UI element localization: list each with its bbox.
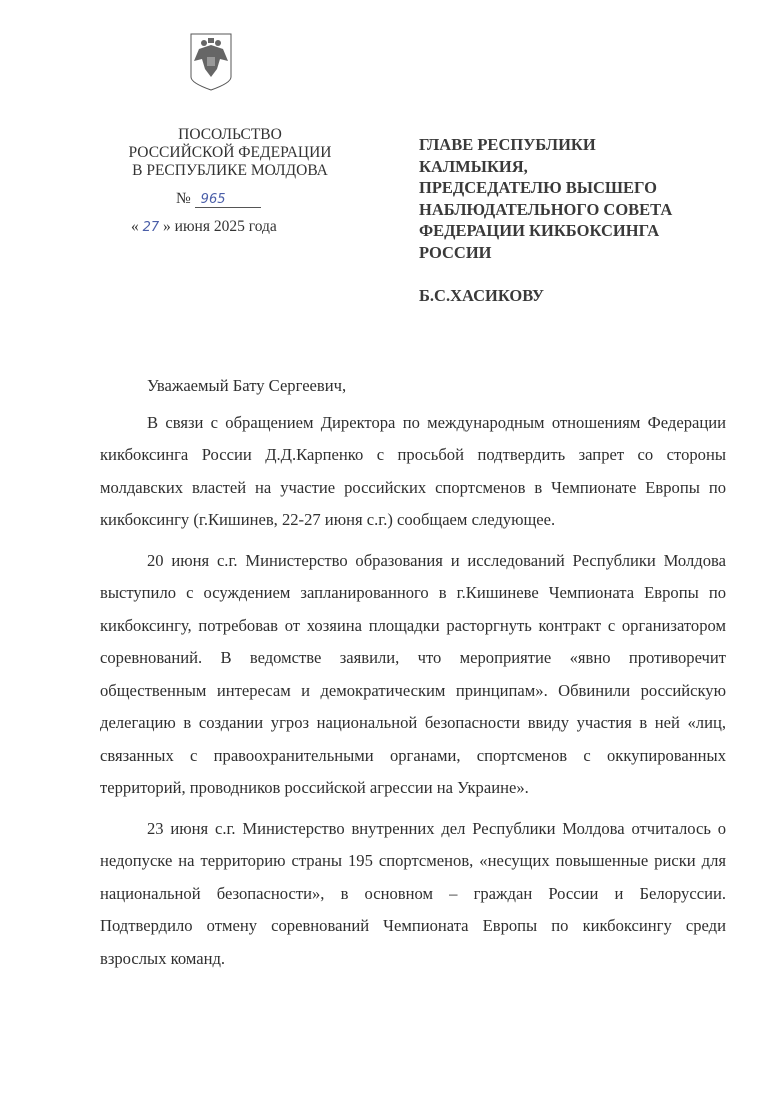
number-label: № [176, 190, 191, 207]
document-date [131, 218, 277, 236]
date-open-quote: « [131, 218, 139, 235]
sender-line: В РЕСПУБЛИКЕ МОЛДОВА [132, 162, 328, 179]
addressee-line: ГЛАВЕ РЕСПУБЛИКИ [419, 135, 596, 154]
letter-body [100, 370, 726, 983]
addressee-name: Б.С.ХАСИКОВУ [419, 286, 544, 305]
addressee-line: НАБЛЮДАТЕЛЬНОГО СОВЕТА [419, 199, 673, 219]
number-value: 965 [195, 192, 261, 208]
addressee-line: РОССИИ [419, 242, 492, 262]
document-number [176, 190, 261, 208]
greeting: Уважаемый Бату Сергеевич, [147, 376, 347, 395]
sender-line: РОССИЙСКОЙ ФЕДЕРАЦИИ [128, 144, 332, 161]
coat-of-arms-icon [190, 33, 232, 91]
addressee-line: ПРЕДСЕДАТЕЛЮ ВЫСШЕГО [419, 178, 657, 197]
addressee-block [419, 134, 672, 263]
sender-block [120, 126, 340, 180]
addressee-line: ФЕДЕРАЦИИ КИКБОКСИНГА [419, 221, 660, 240]
paragraph: 23 июня с.г. Министерство внутренних дел Республики Молдова отчиталось о недопуске на территорию страны 195 спортсменов, «несущих повышенные риски для национальной безопасности», в основном – граждан России и Белоруссии. Подтвердило отмену соревнований Чемпионата Европы по кикбоксингу среди взрослых команд. [100, 818, 726, 968]
date-day: 27 [142, 220, 160, 235]
paragraph: В связи с обращением Директора по международным отношениям Федерации кикбоксинга России Д.Д.Карпенко с просьбой подтвердить запрет со стороны молдавских властей на участие российских спортсменов в Чемпионате Европы по кикбоксингу (г.Кишинев, 22-27 июня с.г.) сообщаем следующее. [100, 412, 726, 529]
addressee-line: КАЛМЫКИЯ, [419, 156, 528, 176]
sender-line: ПОСОЛЬСТВО [178, 126, 282, 143]
date-rest: » июня 2025 года [163, 218, 277, 235]
paragraph: 20 июня с.г. Министерство образования и исследований Республики Молдова выступило с осуждением запланированного в г.Кишиневе Чемпионата Европы по кикбоксингу, потребовав от хозяина площадки расторгнуть контракт с организатором соревнований. В ведомстве заявили, что мероприятие «явно противоречит общественным интересам и демократическим принципам». Обвинили российскую делегацию в создании угроз национальной безопасности ввиду участия в ней «лиц, связанных с правоохранительными органами, спортсменов с оккупированных территорий, проводников российской агрессии на Украине». [100, 550, 726, 797]
